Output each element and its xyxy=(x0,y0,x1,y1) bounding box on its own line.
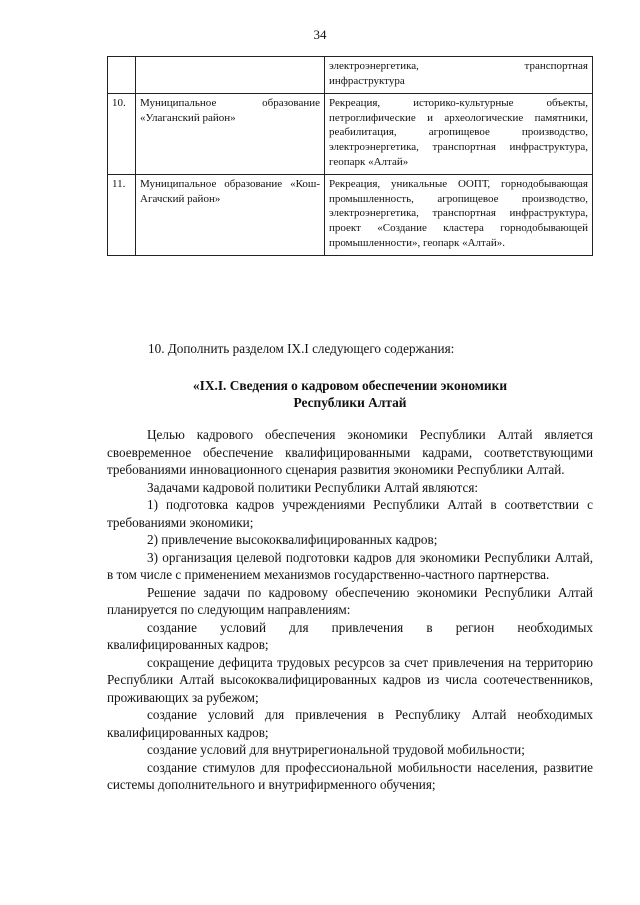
continuation-line-2: инфраструктура xyxy=(329,74,405,87)
paragraph: 3) организация целевой подготовки кадров для экономики Республики Алтай, в том числе с применением механизмов государственно-частного партнерства. xyxy=(107,549,593,582)
paragraph: создание условий для привлечения в Республику Алтай необходимых квалифицированных кадров; xyxy=(107,707,593,740)
section-heading-line-2: Республики Алтай xyxy=(293,395,407,411)
table-cell-num: 10. xyxy=(108,94,136,175)
page-number: 34 xyxy=(313,27,327,42)
table-cell-name: Муниципальное образование «Улаганский район» xyxy=(136,94,325,175)
table-cell-num xyxy=(108,57,136,94)
table-row xyxy=(108,94,593,175)
table-cell-name xyxy=(136,57,325,94)
paragraph: Решение задачи по кадровому обеспечению экономики Республики Алтай планируется по следующим направлениям: xyxy=(107,584,593,617)
paragraph: 1) подготовка кадров учреждениями Республики Алтай в соответствии с требованиями экономики; xyxy=(107,497,593,530)
table-cell-desc: Рекреация, историко-культурные объекты, петроглифические и археологические памятники, реабилитация, агропищевое производство, электроэнергетика, транспортная инфраструктура, геопарк «Алтай» xyxy=(325,94,593,175)
table-row-continuation xyxy=(108,57,593,94)
paragraph: Целью кадрового обеспечения экономики Республики Алтай является своевременное обеспечение квалифицированными кадрами, соответствующими требованиями инновационного сценария развития экономики Республики Алтай. xyxy=(107,427,593,477)
paragraph: сокращение дефицита трудовых ресурсов за счет привлечения на территорию Республики Алтай высококвалифицированных кадров из числа соотечественников, проживающих за рубежом; xyxy=(107,654,593,705)
table-cell-desc: Рекреация, уникальные ООПТ, горнодобывающая промышленность, агропищевое производство, электроэнергетика, транспортная инфраструктура, проект «Создание кластера горнодобывающей промышленности», геопарк «Алтай». xyxy=(325,175,593,256)
paragraph: 2) привлечение высококвалифицированных кадров; xyxy=(147,532,438,547)
table-cell-num: 11. xyxy=(108,175,136,256)
amendment-text: 10. Дополнить разделом IX.I следующего содержания: xyxy=(148,341,455,356)
paragraph: Задачами кадровой политики Республики Алтай являются: xyxy=(147,479,479,495)
table-cell-desc xyxy=(325,57,593,94)
table-cell-name: Муниципальное образование «Кош-Агачский район» xyxy=(136,175,325,256)
paragraph: создание условий для привлечения в регион необходимых квалифицированных кадров; xyxy=(107,619,593,652)
section-body xyxy=(107,426,593,794)
section-heading xyxy=(107,377,593,412)
table-row xyxy=(108,175,593,256)
paragraph: создание условий для внутрирегиональной трудовой мобильности; xyxy=(147,742,525,757)
section-heading-line-1: «IX.I. Сведения о кадровом обеспечении экономики xyxy=(192,378,508,393)
paragraph: создание стимулов для профессиональной мобильности населения, развитие системы дополнительного и внутрифирменного обучения; xyxy=(107,759,593,792)
districts-table xyxy=(107,56,593,256)
continuation-line-1: электроэнергетика, транспортная xyxy=(329,60,588,72)
